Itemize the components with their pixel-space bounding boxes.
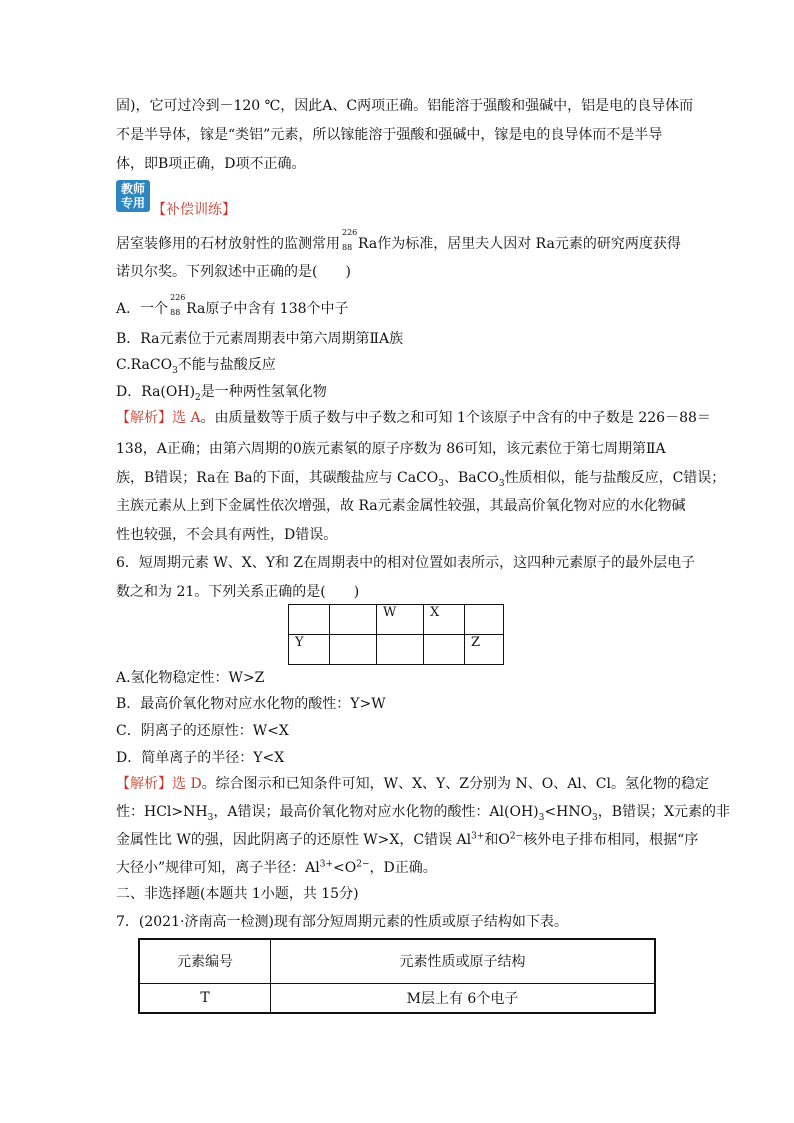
answer-text: 族，B错误；Ra在 Ba的下面，其碳酸盐应与 CaCO: [116, 470, 439, 486]
answer-choice: 选 A: [172, 410, 201, 426]
table-row: [289, 635, 504, 665]
option-a: A.氢化物稳定性：W>Z: [116, 670, 265, 686]
option-b: B．最高价氧化物对应水化物的酸性：Y>W: [116, 696, 386, 712]
answer-text: 和O: [484, 832, 510, 848]
atomic-number: 88: [342, 243, 353, 252]
table-row: [139, 983, 655, 1013]
answer-text: 、BaCO: [444, 470, 499, 486]
section-heading: 二、非选择题(本题共 1小题，共 15分): [116, 886, 359, 902]
option-b: B．Ra元素位于元素周期表中第六周期第ⅡA族: [116, 331, 404, 347]
paragraph-line: 固)，它可过冷到－120 ℃，因此A、C两项正确。铝能溶于强酸和强碱中，铝是电的良导体而: [116, 98, 694, 114]
answer-text: ，B错误；X元素的非: [597, 804, 731, 820]
option-text: C.RaCO: [116, 357, 173, 373]
badge-bottom: 专用: [120, 196, 145, 210]
table-cell: Z: [465, 635, 504, 665]
table-cell: X: [424, 605, 465, 635]
subscript: 3: [592, 812, 598, 823]
nuclide-symbol: [168, 293, 186, 319]
option-c: C．阴离子的还原性：W<X: [116, 723, 289, 739]
option-text: D．Ra(OH): [116, 384, 196, 400]
answer-text: <HNO: [544, 804, 593, 820]
superscript: 2−: [356, 859, 370, 870]
subscript: 3: [207, 812, 214, 823]
option-d: [116, 382, 327, 402]
answer-choice: 选 D: [172, 776, 202, 792]
periodic-position-table: [288, 604, 504, 665]
answer-text: 大径小”规律可知，离子半径：Al: [116, 860, 320, 876]
section-tag: 【补偿训练】: [152, 202, 236, 218]
mass-number: 226: [342, 228, 358, 237]
answer-text: 金属性比 W的强，因此阴离子的还原性 W>X，C错误 Al: [116, 832, 472, 848]
table-cell: [330, 635, 377, 665]
question-5-stem: [116, 228, 681, 254]
answer-6-line1: [116, 774, 709, 794]
superscript: 3+: [319, 859, 334, 870]
answer-6-line2: [116, 802, 730, 822]
answer-5-line1: [116, 408, 711, 428]
question-6-stem-line2: 数之和为 21。下列关系正确的是( ): [116, 584, 360, 600]
table-cell: [330, 605, 377, 635]
superscript: 2−: [509, 831, 524, 842]
superscript: 3+: [471, 831, 485, 842]
answer-tag: 【解析】: [116, 776, 172, 792]
option-text: A．一个: [116, 301, 169, 317]
table-cell: W: [377, 605, 424, 635]
answer-text: ，D正确。: [369, 860, 437, 876]
answer-text: 性质相似，能与盐酸反应，C错误；: [504, 470, 726, 486]
answer-text: ，A错误；最高价氧化物对应水化物的酸性：Al(OH): [213, 804, 539, 820]
option-c: [116, 355, 276, 375]
table-cell: T: [139, 983, 271, 1013]
table-cell: [424, 635, 465, 665]
table-cell: [377, 635, 424, 665]
option-text: 是一种两性氢氧化物: [200, 384, 327, 400]
subscript: 3: [498, 478, 505, 489]
table-cell: M层上有 6个电子: [271, 983, 656, 1013]
element-property-table: [138, 938, 656, 1014]
answer-5-line2: 138，A正确；由第六周期的0族元素氡的原子序数为 86可知，该元素位于第七周期第ⅡA: [116, 441, 666, 457]
answer-text: 。综合图示和已知条件可知，W、X、Y、Z分别为 N、O、Al、Cl。氢化物的稳定: [201, 776, 709, 792]
question-6-stem: 6．短周期元素 W、X、Y和 Z在周期表中的相对位置如表所示，这四种元素原子的最外层电子: [116, 555, 696, 571]
answer-tag: 【解析】: [116, 410, 172, 426]
table-header-cell: 元素编号: [139, 939, 271, 983]
answer-5-line3: [116, 468, 725, 488]
subscript: 3: [172, 365, 178, 376]
table-header-cell: 元素性质或原子结构: [271, 939, 656, 983]
mass-number: 226: [170, 293, 186, 302]
table-row: [289, 605, 504, 635]
answer-5-line4: 主族元素从上到下金属性依次增强，故 Ra元素金属性较强，其最高价氧化物对应的水化物碱: [116, 498, 686, 514]
table-header-row: [139, 939, 655, 983]
answer-text: 性：HCl>NH: [116, 804, 208, 820]
table-cell: [289, 605, 330, 635]
teacher-badge: [116, 180, 150, 212]
answer-6-line3: [116, 830, 698, 850]
answer-text: 。由质量数等于质子数与中子数之和可知 1个该原子中含有的中子数是 226－88＝: [200, 410, 711, 426]
table-cell: [465, 605, 504, 635]
subscript: 3: [438, 478, 445, 489]
answer-6-line4: [116, 858, 437, 878]
badge-top: 教师: [120, 182, 145, 196]
answer-text: 核外电子排布相同，根据“序: [523, 832, 699, 848]
subscript: 3: [538, 812, 545, 823]
question-5-stem-line2: 诺贝尔奖。下列叙述中正确的是( ): [116, 264, 351, 280]
option-text: 不能与盐酸反应: [177, 357, 276, 373]
paragraph-line: 体，即B项正确，D项不正确。: [116, 156, 306, 172]
nuclide-symbol: [340, 228, 358, 254]
answer-text: <O: [333, 860, 357, 876]
option-d: D．简单离子的半径：Y<X: [116, 750, 285, 766]
option-a: [116, 293, 349, 319]
option-text: Ra原子中含有 138个中子: [186, 301, 349, 317]
table-cell: Y: [289, 635, 330, 665]
stem-text: 居室装修用的石材放射性的监测常用: [116, 236, 340, 252]
subscript: 2: [195, 392, 201, 403]
stem-text: Ra作为标准，居里夫人因对 Ra元素的研究两度获得: [358, 236, 681, 252]
question-7-stem: 7．(2021·济南高一检测)现有部分短周期元素的性质或原子结构如下表。: [116, 914, 568, 930]
answer-5-line5: 性也较强，不会具有两性，D错误。: [116, 527, 338, 543]
paragraph-line: 不是半导体，镓是“类铝”元素，所以镓能溶于强酸和强碱中，镓是电的良导体而不是半导: [116, 127, 663, 143]
atomic-number: 88: [170, 308, 181, 317]
